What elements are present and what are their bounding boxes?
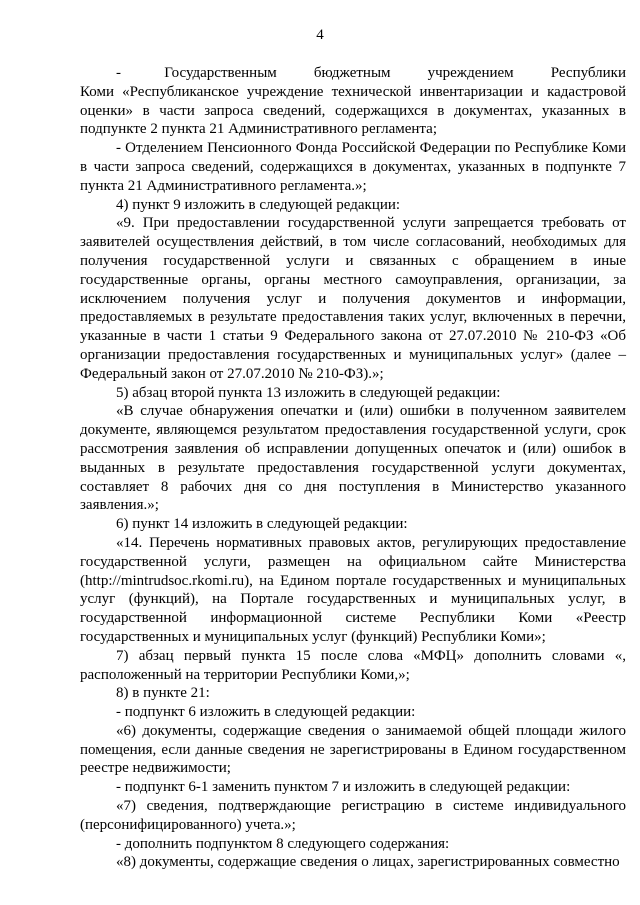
paragraph-2: Коми «Республиканское учреждение технической инвентаризации и кадастровой оценки» в части запроса сведений, содержащихся в документах, указанных в подпункте 2 пункта 21 Административного регламента; [80,83,626,138]
paragraph-14: - подпункт 6-1 заменить пунктом 7 и изложить в следующей редакции: [116,779,571,796]
paragraph-11: 8) в пункте 21: [116,685,210,702]
paragraph-6: 5) абзац второй пункта 13 изложить в следующей редакции: [116,384,501,401]
paragraph-5: «9. При предоставлении государственной услуги запрещается требовать от заявителей осуществления действий, в том числе согласований, необходимых для получения государственной услуги и связанных с обращением в иные государственные органы, органы местного самоуправления, организации, за исключением получения услуг и получения документов и информации, предоставляемых в результате предоставления таких услуг, включенных в перечни, указанные в части 1 статьи 9 Федерального закона от 27.07.2010 № 210-ФЗ «Об организации предоставления государственных и муниципальных услуг» (далее – Федеральный закон от 27.07.2010 № 210-ФЗ).»; [80,215,626,382]
paragraph-7: «В случае обнаружения опечатки и (или) ошибки в полученном заявителем документе, являющемся результатом предоставления государственной услуги, срок рассмотрения заявления об исправлении допущенных опечаток и (или) ошибок в выданных в результате предоставления государственной услуги документах, составляет 8 рабочих дня со дня поступления в Министерство указанного заявления.»; [80,403,626,514]
paragraph-10: 7) абзац первый пункта 15 после слова «МФЦ» дополнить словами «, расположенный на территории Республики Коми,»; [80,647,626,683]
paragraph-16: - дополнить подпунктом 8 следующего содержания: [116,835,450,852]
paragraph-12: - подпункт 6 изложить в следующей редакции: [116,704,416,721]
paragraph-8: 6) пункт 14 изложить в следующей редакции: [116,516,408,533]
paragraph-1: - Государственным бюджетным учреждением Республики [116,65,626,81]
page-number: 4 [316,27,324,43]
document-body [80,64,626,872]
paragraph-9: «14. Перечень нормативных правовых актов, регулирующих предоставление государственной услуги, размещен на официальном сайте Министерства (http://mintrudsoc.rkomi.ru), на Едином портале государственных и муниципальных услуг (функций), на Портале государственных и муниципальных услуг, в государственной информационной системе Республики Коми «Реестр государственных и муниципальных услуг (функций) Республики Коми»; [80,534,626,645]
paragraph-17: «8) документы, содержащие сведения о лицах, зарегистрированных совместно [116,854,620,871]
paragraph-15: «7) сведения, подтверждающие регистрацию в системе индивидуального (персонифицированного) учета.»; [80,798,626,833]
paragraph-3: - Отделением Пенсионного Фонда Российской Федерации по Республике Коми в части запроса сведений, содержащихся в документах, указанных в подпункте 7 пункта 21 Административного регламента.»; [80,140,626,194]
paragraph-13: «6) документы, содержащие сведения о занимаемой общей площади жилого помещения, если данные сведения не зарегистрированы в Едином государственном реестре недвижимости; [80,722,626,777]
paragraph-4: 4) пункт 9 изложить в следующей редакции: [116,196,401,213]
